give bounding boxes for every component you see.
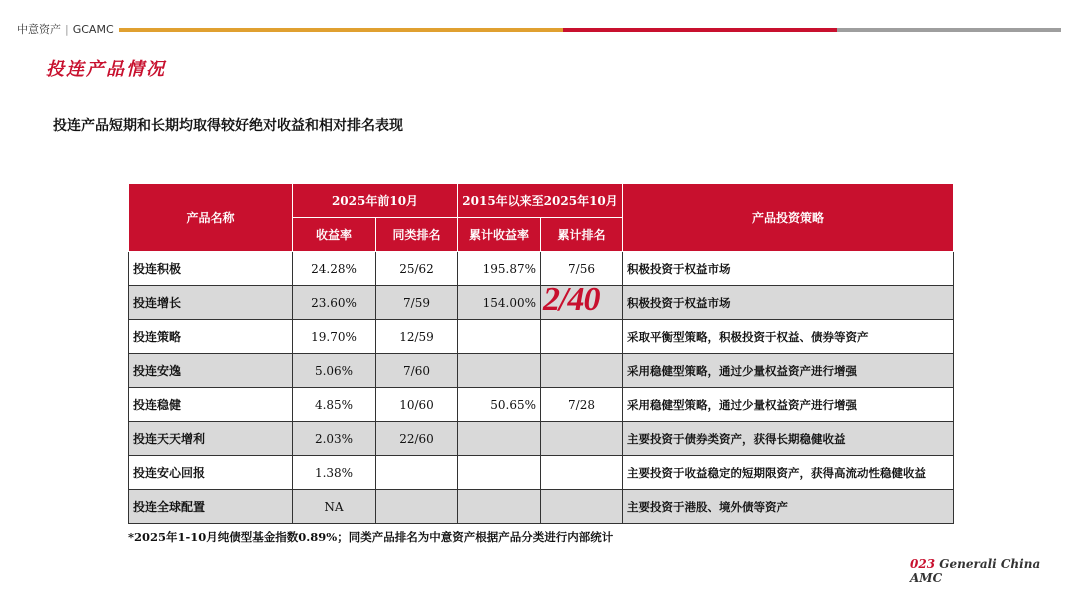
peer-rank-cell: 25/62 [376,252,458,286]
table-row [129,320,954,354]
strategy-cell: 采用稳健型策略，通过少量权益资产进行增强 [623,354,954,388]
header-period-2025: 2025年前10月 [293,184,458,218]
strategy-cell: 积极投资于权益市场 [623,286,954,320]
header-cum-return: 累计收益率 [458,218,541,252]
table-row [129,286,954,320]
footnote: *2025年1-10月纯债型基金指数0.89%；同类产品排名为中意资产根据产品分类进行内部统计 [128,530,614,544]
slide-subtitle: 投连产品短期和长期均取得较好绝对收益和相对排名表现 [53,118,403,134]
cum-return-cell [458,354,541,388]
table-row [129,456,954,490]
product-name: 投连策略 [129,320,293,354]
cum-rank-cell [541,456,623,490]
product-name: 投连积极 [129,252,293,286]
product-name: 投连安心回报 [129,456,293,490]
product-name: 投连增长 [129,286,293,320]
performance-table [128,183,954,524]
return-cell: 5.06% [293,354,376,388]
cum-rank-cell: 7/56 [541,252,623,286]
strategy-cell: 主要投资于债券类资产，获得长期稳健收益 [623,422,954,456]
brand-cn: 中意资产 [17,23,61,36]
strategy-cell: 主要投资于收益稳定的短期限资产，获得高流动性稳健收益 [623,456,954,490]
table-row [129,388,954,422]
return-cell: NA [293,490,376,524]
peer-rank-cell: 12/59 [376,320,458,354]
header-strategy: 产品投资策略 [623,184,954,252]
header-cum-rank: 累计排名 [541,218,623,252]
return-cell: 2.03% [293,422,376,456]
product-name: 投连安逸 [129,354,293,388]
header-peer-rank: 同类排名 [376,218,458,252]
page-number: 023 [910,557,936,571]
cum-return-cell [458,490,541,524]
return-cell: 23.60% [293,286,376,320]
cum-rank-cell: 7/28 [541,388,623,422]
peer-rank-cell: 22/60 [376,422,458,456]
brand-header [17,21,114,37]
cum-rank-cell [541,490,623,524]
table-row [129,354,954,388]
table-row [129,490,954,524]
strategy-cell: 主要投资于港股、境外债等资产 [623,490,954,524]
cum-rank-cell [541,320,623,354]
cum-return-cell: 50.65% [458,388,541,422]
header-product-name: 产品名称 [129,184,293,252]
header-period-since-2015: 2015年以来至2025年10月 [458,184,623,218]
cum-rank-cell [541,422,623,456]
product-name: 投连天天增利 [129,422,293,456]
brand-en: GCAMC [72,23,114,36]
cum-return-cell [458,456,541,490]
product-name: 投连稳健 [129,388,293,422]
header-return: 收益率 [293,218,376,252]
highlighted-rank: 2/40 [543,281,600,318]
header-divider [119,28,1061,32]
footer-company: Generali China AMC [910,557,1041,585]
divider-gray-segment [837,28,1061,32]
cum-rank-cell-highlight [541,281,623,320]
cum-return-cell [458,320,541,354]
peer-rank-cell [376,490,458,524]
peer-rank-cell: 7/60 [376,354,458,388]
divider-gold-segment [119,28,563,32]
return-cell: 1.38% [293,456,376,490]
peer-rank-cell: 7/59 [376,286,458,320]
cum-return-cell [458,422,541,456]
table-row [129,422,954,456]
section-title: 投连产品情况 [46,59,166,80]
strategy-cell: 积极投资于权益市场 [623,252,954,286]
peer-rank-cell: 10/60 [376,388,458,422]
strategy-cell: 采用稳健型策略，通过少量权益资产进行增强 [623,388,954,422]
return-cell: 19.70% [293,320,376,354]
peer-rank-cell [376,456,458,490]
brand-separator: | [65,23,69,36]
cum-rank-cell [541,354,623,388]
strategy-cell: 采取平衡型策略，积极投资于权益、债券等资产 [623,320,954,354]
product-name: 投连全球配置 [129,490,293,524]
return-cell: 4.85% [293,388,376,422]
divider-red-segment [563,28,837,32]
cum-return-cell: 154.00% [458,286,541,320]
table-row [129,252,954,286]
page-footer [910,557,1060,585]
cum-return-cell: 195.87% [458,252,541,286]
return-cell: 24.28% [293,252,376,286]
